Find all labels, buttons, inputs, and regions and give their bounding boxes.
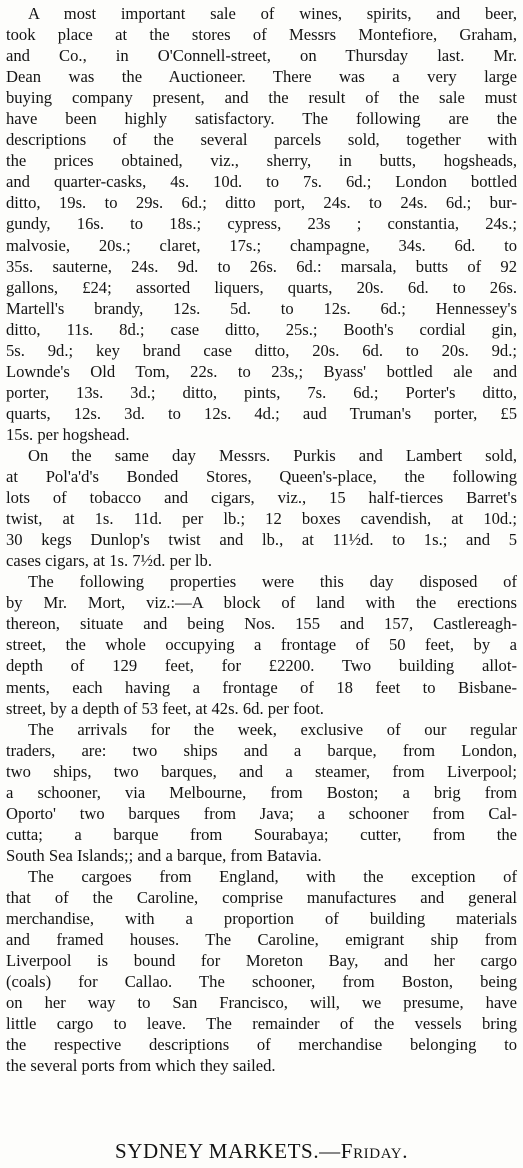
text-line: depth of 129 feet, for £2200. Two building allot- [6,656,517,676]
text-line: cutta; a barque from Sourabaya; cutter, from the [6,824,517,844]
text-line: the prices obtained, viz., sherry, in butts, hogsheads, [6,151,517,171]
text-line: descriptions of the several parcels sold, together with [6,130,517,150]
text-line: The arrivals for the week, exclusive of our regular [28,719,517,739]
article-body [6,3,517,1076]
text-line: street, by a depth of 53 feet, at 42s. 6d. per foot. [6,698,324,718]
text-line: two ships, two barques, and a steamer, from Liverpool; [6,761,517,781]
text-line: The following properties were this day disposed of [28,572,517,592]
text-line: took place at the stores of Messrs Montefiore, Graham, [6,25,517,45]
text-line: Martell's brandy, 12s. 5d. to 12s. 6d.; Hennessey's [6,298,517,318]
text-line: thereon, situate and being Nos. 155 and 157, Castlereagh- [6,614,517,634]
text-line: the respective descriptions of merchandise belonging to [6,1035,517,1055]
text-line: twist, at 1s. 11d. per lb.; 12 boxes cavendish, at 10d.; [6,509,517,529]
text-line: and Co., in O'Connell-street, on Thursday last. Mr. [6,46,517,66]
text-line: On the same day Messrs. Purkis and Lambert sold, [28,445,517,465]
text-line: porter, 13s. 3d.; ditto, pints, 7s. 6d.; Porter's ditto, [6,382,517,402]
text-line: at Pol'a'd's Bonded Stores, Queen's-place, the following [6,467,517,487]
text-line: traders, are: two ships and a barque, from London, [6,740,517,760]
text-line: merchandise, with a proportion of building materials [6,909,517,929]
text-line: Lownde's Old Tom, 22s. to 23s,; Byass' bottled ale and [6,361,517,381]
text-line: ditto, 11s. 8d.; case ditto, 25s.; Booth's cordial gin, [6,319,517,339]
text-line: street, the whole occupying a frontage of 50 feet, by a [6,635,517,655]
text-line: Dean was the Auctioneer. There was a very large [6,67,517,87]
text-line: Oporto' two barques from Java; a schooner from Cal- [6,803,517,823]
text-line: lots of tobacco and cigars, viz., 15 half-tierces Barret's [6,488,517,508]
text-line: little cargo to leave. The remainder of the vessels bring [6,1014,517,1034]
text-line: that of the Caroline, comprise manufactures and general [6,887,517,907]
text-line: ditto, 19s. to 29s. 6d.; ditto port, 24s. to 24s. 6d.; bur- [6,193,517,213]
text-line: and framed houses. The Caroline, emigrant ship from [6,930,517,950]
text-line: on her way to San Francisco, will, we presume, have [6,993,517,1013]
text-line: gundy, 16s. to 18s.; cypress, 23s ; constantia, 24s.; [6,214,517,234]
text-line: quarts, 12s. 3d. to 12s. 4d.; aud Truman's porter, £5 [6,403,517,423]
text-line: South Sea Islands;; and a barque, from Batavia. [6,845,322,865]
text-line: 15s. per hogshead. [6,424,130,444]
text-line: 5s. 9d.; key brand case ditto, 20s. 6d. to 20s. 9d.; [6,340,517,360]
text-line: buying company present, and the result of the sale must [6,88,517,108]
text-line: Liverpool is bound for Moreton Bay, and her cargo [6,951,517,971]
text-line: and quarter-casks, 4s. 10d. to 7s. 6d.; London bottled [6,172,517,192]
text-line: 30 kegs Dunlop's twist and lb., at 11½d. to 1s.; and 5 [6,530,517,550]
text-line: 35s. sauterne, 24s. 9d. to 26s. 6d.: marsala, butts of 92 [6,256,517,276]
text-line: The cargoes from England, with the exception of [28,866,517,886]
text-line: a schooner, via Melbourne, from Boston; a brig from [6,782,517,802]
text-line: gallons, £24; assorted liquers, quarts, 20s. 6d. to 26s. [6,277,517,297]
text-line: the several ports from which they sailed. [6,1056,276,1076]
text-line: have been highly satisfactory. The following are the [6,109,517,129]
text-line: by Mr. Mort, viz.:—A block of land with the erections [6,593,517,613]
heading-title: SYDNEY MARKETS.— [114,1139,341,1163]
text-line: cases cigars, at 1s. 7½d. per lb. [6,551,212,571]
text-line: ments, each having a frontage of 18 feet to Bisbane- [6,677,517,697]
text-line: (coals) for Callao. The schooner, from Boston, being [6,972,517,992]
heading-day: Friday. [340,1139,409,1163]
text-line: malvosie, 20s.; claret, 17s.; champagne, 34s. 6d. to [6,235,517,255]
text-line: A most important sale of wines, spirits, and beer, [28,4,517,23]
section-heading [0,1138,523,1164]
